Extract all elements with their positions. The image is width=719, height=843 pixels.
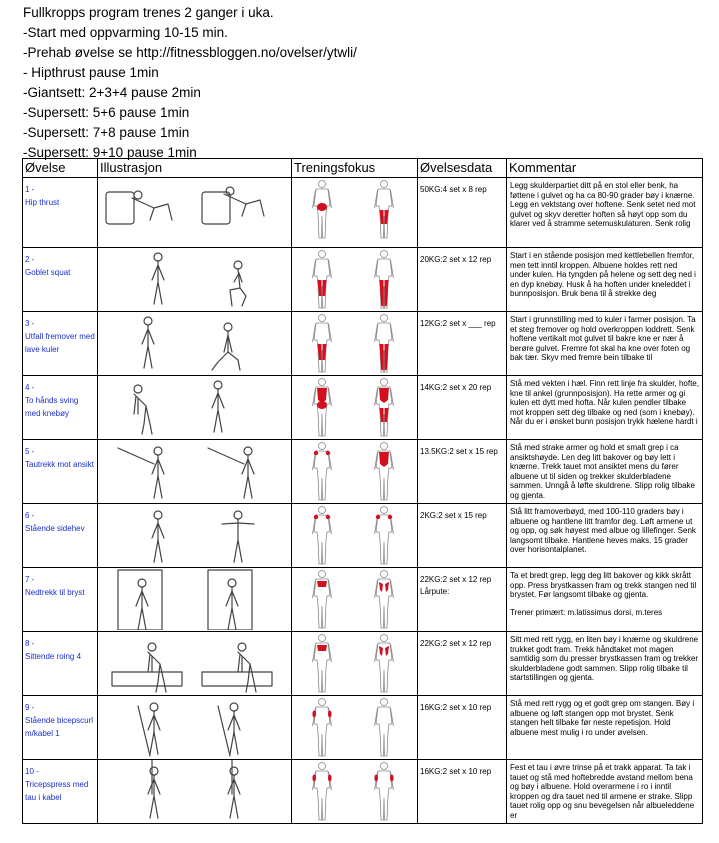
intro-line: Fullkropps program trenes 2 ganger i uka. xyxy=(23,5,274,20)
comment-text: Stå litt framoverbøyd, med 100-110 graders bøy i albuene og hantlene litt framfor deg. Løft armene ut og opp, og søk høyest med albue og lillefinger. Senk langsomt tilbake. Hantlene heves maks. 15 grader over horisontalplanet. xyxy=(510,507,696,554)
comment-text: Sitt med rett rygg, en liten bøy i knærne og skuldrene trukket godt fram. Trekk håndtaket mot magen samtidig som du presser brystkassen fram og trekker skulderbladene godt sammen. Slipp rolig tilbake til startstillingen og gjenta. xyxy=(510,635,699,682)
exercise-data: 20KG:2 set x 12 rep xyxy=(420,255,492,264)
table-row xyxy=(23,632,703,696)
muscle-map-icon xyxy=(292,178,416,246)
intro-line: -Giantsett: 2+3+4 pause 2min xyxy=(23,85,201,100)
exercise-name-cell[interactable] xyxy=(23,504,98,568)
header-comment: Kommentar xyxy=(507,159,703,178)
table-row xyxy=(23,376,703,440)
exercise-data-cell xyxy=(418,248,507,312)
exercise-name[interactable]: Goblet squat xyxy=(25,268,71,277)
comment-text: Ta et bredt grep, legg deg litt bakover og kikk skrått opp. Press brystkassen fram og trekk stangen ned til brystet. Før langsomt tilbake og gjenta. xyxy=(510,571,697,599)
exercise-name-cell[interactable] xyxy=(23,568,98,632)
muscle-map-icon xyxy=(292,248,416,310)
exercise-data-cell xyxy=(418,376,507,440)
focus-cell xyxy=(292,696,418,760)
exercise-data-extra: Lårpute: xyxy=(420,587,450,596)
intro-line: -Prehab øvelse se http://fitnessbloggen.no/ovelser/ytwli/ xyxy=(23,45,357,60)
lunge-illustration xyxy=(98,312,290,374)
intro-line: -Supersett: 9+10 pause 1min xyxy=(23,145,197,160)
focus-cell xyxy=(292,312,418,376)
focus-cell xyxy=(292,632,418,696)
comment-cell xyxy=(507,248,703,312)
focus-cell xyxy=(292,568,418,632)
illustration-cell xyxy=(98,568,292,632)
exercise-data-cell xyxy=(418,504,507,568)
focus-cell xyxy=(292,248,418,312)
exercise-data-cell xyxy=(418,312,507,376)
exercise-name-cell[interactable] xyxy=(23,248,98,312)
exercise-number: 8 - xyxy=(25,639,35,648)
comment-text: Fest et tau i øvre trinse på et trakk apparat. Ta tak i tauet og stå med hoftebredde avstand mellom bena og bøy i albuene. Hold overarmene i ro i inntil kroppen og dra tauet ned til armene er strake. Slipp tauet rolig opp og snu bevegelsen når albueleddene er xyxy=(510,763,695,820)
hip-thrust-illustration xyxy=(98,178,290,246)
comment-cell xyxy=(507,440,703,504)
table-row xyxy=(23,696,703,760)
table-header-row xyxy=(23,159,703,178)
exercise-number: 2 - xyxy=(25,255,35,264)
comment-cell xyxy=(507,568,703,632)
muscle-map-icon xyxy=(292,760,416,822)
table-row xyxy=(23,440,703,504)
exercise-name[interactable]: Stående sidehev xyxy=(25,524,85,533)
exercise-number: 5 - xyxy=(25,447,35,456)
muscle-map-icon xyxy=(292,440,416,502)
table-row xyxy=(23,178,703,248)
exercise-name-cell[interactable] xyxy=(23,178,98,248)
comment-cell xyxy=(507,312,703,376)
intro-text xyxy=(23,3,703,163)
exercise-number: 10 - xyxy=(25,767,39,776)
exercise-name[interactable]: To hånds sving med knebøy xyxy=(25,396,79,418)
comment-text: Start i en stående posisjon med kettlebellen fremfor, men tett inntil kroppen. Albuene holdes rett ned under kulen. Ha tyngden på helene og sett deg ned i en dyp knebøy. Husk å ha hoften under kneleddet i bunnposisjon. Bruk bena til å strekke deg xyxy=(510,251,696,298)
exercise-name[interactable]: Utfall fremover med lave kuler xyxy=(25,332,95,354)
exercise-data: 14KG:2 set x 20 rep xyxy=(420,383,492,392)
header-data: Øvelsesdata xyxy=(418,159,507,178)
comment-cell xyxy=(507,760,703,824)
focus-cell xyxy=(292,760,418,824)
goblet-squat-illustration xyxy=(98,248,290,310)
comment-cell xyxy=(507,376,703,440)
muscle-map-icon xyxy=(292,568,416,630)
bicep-curl-illustration xyxy=(98,696,290,758)
comment-text: Legg skulderpartiet ditt på en stol eller benk, ha føttene i gulvet og ha ca 80-90 grader bøy i knærne. Legg en vektstang over hoftene. Senk setet ned mot gulvet og skyv deretter hoften så høyt opp som du klarer ved å stramme setemuskulaturen. Senk rolig xyxy=(510,181,696,228)
exercise-data: 12KG:2 set x ___ rep xyxy=(420,319,496,328)
exercise-data: 22KG:2 set x 12 rep xyxy=(420,575,492,584)
exercise-name-cell[interactable] xyxy=(23,376,98,440)
intro-line: - Hipthrust pause 1min xyxy=(23,65,159,80)
focus-cell xyxy=(292,504,418,568)
exercise-number: 7 - xyxy=(25,575,35,584)
exercise-data-cell xyxy=(418,440,507,504)
exercise-number: 6 - xyxy=(25,511,35,520)
exercise-name-cell[interactable] xyxy=(23,632,98,696)
exercise-number: 1 - xyxy=(25,185,35,194)
focus-cell xyxy=(292,376,418,440)
exercise-data-cell xyxy=(418,178,507,248)
comment-cell xyxy=(507,504,703,568)
exercise-name[interactable]: Hip thrust xyxy=(25,198,60,207)
illustration-cell xyxy=(98,440,292,504)
muscle-map-icon xyxy=(292,376,416,438)
exercise-number: 9 - xyxy=(25,703,35,712)
illustration-cell xyxy=(98,632,292,696)
exercise-name-cell[interactable] xyxy=(23,760,98,824)
lat-pulldown-illustration xyxy=(98,568,290,630)
illustration-cell xyxy=(98,760,292,824)
exercise-name[interactable]: Nedtrekk til bryst xyxy=(25,588,85,597)
exercise-name-cell[interactable] xyxy=(23,440,98,504)
header-illustration: Illustrasjon xyxy=(98,159,292,178)
focus-cell xyxy=(292,440,418,504)
table-row xyxy=(23,504,703,568)
exercise-number: 4 - xyxy=(25,383,35,392)
exercise-data: 16KG:2 set x 10 rep xyxy=(420,767,492,776)
table-row xyxy=(23,248,703,312)
kettlebell-swing-illustration xyxy=(98,376,290,438)
comment-text-extra: Trener primært: m.latissimus dorsi, m.teres xyxy=(510,607,663,617)
comment-text: Stå med rett rygg og et godt grep om stangen. Bøy i albuene og løft stangen opp mot brystet. Senk stangen helt tilbake før neste repetisjon. Hold albuene mest mulig i ro under øvelsen. xyxy=(510,699,695,737)
exercise-data: 2KG:2 set x 15 rep xyxy=(420,511,487,520)
seated-row-illustration xyxy=(98,632,290,694)
exercise-name[interactable]: Stående bicepscurl m/kabel 1 xyxy=(25,716,94,738)
muscle-map-icon xyxy=(292,696,416,758)
intro-line: -Supersett: 7+8 pause 1min xyxy=(23,125,190,140)
illustration-cell xyxy=(98,696,292,760)
table-row xyxy=(23,760,703,824)
focus-cell xyxy=(292,178,418,248)
intro-line: -Supersett: 5+6 pause 1min xyxy=(23,105,190,120)
exercise-data-cell xyxy=(418,760,507,824)
illustration-cell xyxy=(98,312,292,376)
exercise-name-cell[interactable] xyxy=(23,696,98,760)
illustration-cell xyxy=(98,248,292,312)
header-exercise: Øvelse xyxy=(23,159,98,178)
triceps-pushdown-illustration xyxy=(98,760,290,822)
exercise-data-cell xyxy=(418,568,507,632)
comment-text: Start i grunnstilling med to kuler i farmer posisjon. Ta et steg fremover og hold overkroppen loddrett. Senk hoftene vertikalt mot gulvet til bakre kne er nær å berøre gulvet. Fremre fot skal ha kne over foten og bak tær. Skyv med fremre bein tilbake til xyxy=(510,315,696,362)
exercise-name[interactable]: Tricepspress med tau i kabel xyxy=(25,780,89,802)
muscle-map-icon xyxy=(292,504,416,566)
exercise-data-cell xyxy=(418,632,507,696)
exercise-number: 3 - xyxy=(25,319,35,328)
table-row xyxy=(23,568,703,632)
illustration-cell xyxy=(98,504,292,568)
comment-cell xyxy=(507,178,703,248)
exercise-name[interactable]: Sittende roing 4 xyxy=(25,652,82,661)
table-row xyxy=(23,312,703,376)
header-focus: Treningsfokus xyxy=(292,159,418,178)
intro-line: -Start med oppvarming 10-15 min. xyxy=(23,25,228,40)
exercise-data: 16KG:2 set x 10 rep xyxy=(420,703,492,712)
comment-text: Stå med strake armer og hold et smalt grep i ca ansiktshøyde. Len deg litt bakover og bøy lett i knærne. Trekk tauet mot ansiktet mens du fører albuene ut til siden og trekker skulderbladene sammen. Unngå å løfte skuldrene. Slipp rolig tilbake og gjenta. xyxy=(510,443,695,500)
exercise-data-cell xyxy=(418,696,507,760)
illustration-cell xyxy=(98,178,292,248)
exercise-table xyxy=(22,158,703,824)
exercise-data: 50KG:4 set x 8 rep xyxy=(420,185,487,194)
comment-cell xyxy=(507,696,703,760)
exercise-name[interactable]: Tautrekk mot ansikt xyxy=(25,460,94,469)
face-pull-illustration xyxy=(98,440,290,502)
muscle-map-icon xyxy=(292,312,416,374)
lateral-raise-illustration xyxy=(98,504,290,566)
comment-text: Stå med vekten i hæl. Finn rett linje fra skulder, hofte, kne til ankel (grunnposisjon). Ha rette armer og gi kulen ett dytt med hofta. Når kulen pendler tilbake mot kroppen sett deg tilbake og ned (som i knebøy). Når du er i ønsket bunn posisjon trykk hælene hardt i xyxy=(510,379,699,426)
illustration-cell xyxy=(98,376,292,440)
exercise-data: 22KG:2 set x 12 rep xyxy=(420,639,492,648)
comment-cell xyxy=(507,632,703,696)
muscle-map-icon xyxy=(292,632,416,694)
exercise-name-cell[interactable] xyxy=(23,312,98,376)
exercise-data: 13.5KG:2 set x 15 rep xyxy=(420,447,498,456)
